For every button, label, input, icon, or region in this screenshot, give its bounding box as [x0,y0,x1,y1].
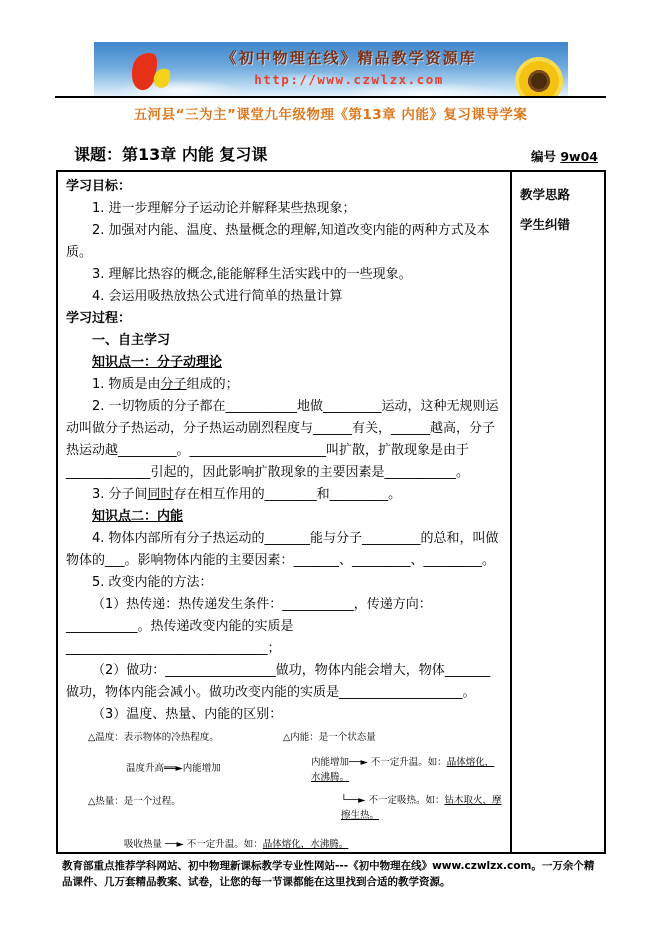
document-number [531,147,606,165]
number-value: 9w04 [560,149,598,164]
knowledge-point2-heading: 知识点二：内能 [92,509,184,524]
underlined-segment: 晶体熔化，水沸腾。 [311,757,495,783]
kp1-item1 [66,374,502,396]
header-divider [55,96,606,98]
text-segment: 内能增加──► 不一定升温。如： [311,757,447,768]
notes-label-teaching: 教学思路 [520,187,571,202]
diagram-left-column [66,730,283,823]
banner-text [184,47,514,87]
goal-item: 4. 会运用吸热放热公式进行简单的热量计算 [92,289,343,304]
diagram-bottom-rows [66,837,502,852]
underlined-segment: 分子 [160,377,187,392]
kp1-item2: 2. 一切物质的分子都在___________地做_________运动，这种无规则运动叫做分子热运动，分子热运动剧烈程度与______有关，______越高，分子热运动越_________。_____________________叫扩散，扩散现象是由于_____________引起的，因此影响扩散现象的主要因素是___________。 [66,399,499,480]
knowledge-point1-heading: 知识点一：分子动理论 [92,355,223,370]
kp2-item5: 5. 改变内能的方法： [92,575,213,590]
number-label: 编号 [530,149,556,164]
temperature-heat-energy-diagram [66,730,502,852]
goal-item: 2. 加强对内能、温度、热量概念的理解,知道改变内能的两种方式及本质。 [66,223,490,260]
heat-note: △热量：是一个过程。 [88,796,181,807]
underlined-segment: 晶体熔化，水沸腾。 [262,839,349,850]
teacher-notes-column [510,172,604,852]
temperature-note: △温度：表示物体的冷热程度。 [88,732,219,743]
footer-promo-text: 教育部重点推荐学科网站、初中物理新课标教学专业性网站---《初中物理在线》www.czwlzx.com。一万余个精品课件、几万套精品教案、试卷，让您的每一节课都能在这里找到合适的教学资源。 [62,860,595,888]
kp2-item4: 4. 物体内部所有分子热运动的_______能与分子_________的总和，叫做物体的___。影响物体内能的主要因素：_______、_________、_________。 [66,531,499,568]
temperature-arrow-line: 温度升高══►内能增加 [126,763,221,774]
text-segment: └──► 不一定吸热。如： [341,795,445,806]
goal-item: 1. 进一步理解分子运动论并解释某些热现象； [92,201,356,216]
document-title: 五河县“三为主”课堂九年级物理《第13章 内能》复习课导学案 [133,107,528,123]
diagram-columns [66,730,502,823]
underlined-segment: 同时 [147,487,174,502]
text-segment: 1. 物质是由 [92,377,161,392]
worksheet-content-cell [58,172,510,852]
site-title: 《初中物理在线》精品教学资源库 [221,49,477,67]
process-heading: 学习过程： [66,311,132,326]
lesson-header-row [56,133,606,165]
text-segment: 存在相互作用的________和_________。 [173,487,402,502]
energy-rise-line [311,755,502,785]
text-segment: 吸收热量 ──► 不一定升温。如： [124,839,263,850]
notes-label-correction: 学生纠错 [520,217,571,232]
kp2-item5-2: （2）做功：_________________做功，物体内能会增大，物体_______做功，物体内能会减小。做功改变内能的实质是___________________。 [66,663,491,700]
sunflower-icon [513,55,565,97]
flame-logo-icon [132,48,182,94]
text-segment: 3. 分子间 [92,487,148,502]
underlined-segment: 钻木取火，摩擦生热。 [341,795,502,821]
kp1-item3 [66,484,502,506]
text-segment: 组成的； [186,377,239,392]
site-url: http://www.czwlzx.com [254,72,444,87]
kp2-item5-3: （3）温度、热量、内能的区别： [92,707,283,722]
diagram-right-column [283,730,502,823]
site-banner [94,42,568,97]
worksheet-table [56,170,606,854]
lesson-title: 课题：第13章 内能 复习课 [74,145,268,164]
goals-heading: 学习目标： [66,179,132,194]
kp2-item5-1: （1）热传递：热传递发生条件：___________，传递方向：___________。热传递改变内能的实质是_______________________________； [66,597,432,656]
section1-heading: 一、自主学习 [92,333,171,348]
absorb-heat-line [124,837,502,852]
internal-energy-note: △内能：是一个状态量 [283,732,376,743]
goal-item: 3. 理解比热容的概念,能能解释生活实践中的一些现象。 [92,267,412,282]
energy-rise-line2 [341,793,502,823]
